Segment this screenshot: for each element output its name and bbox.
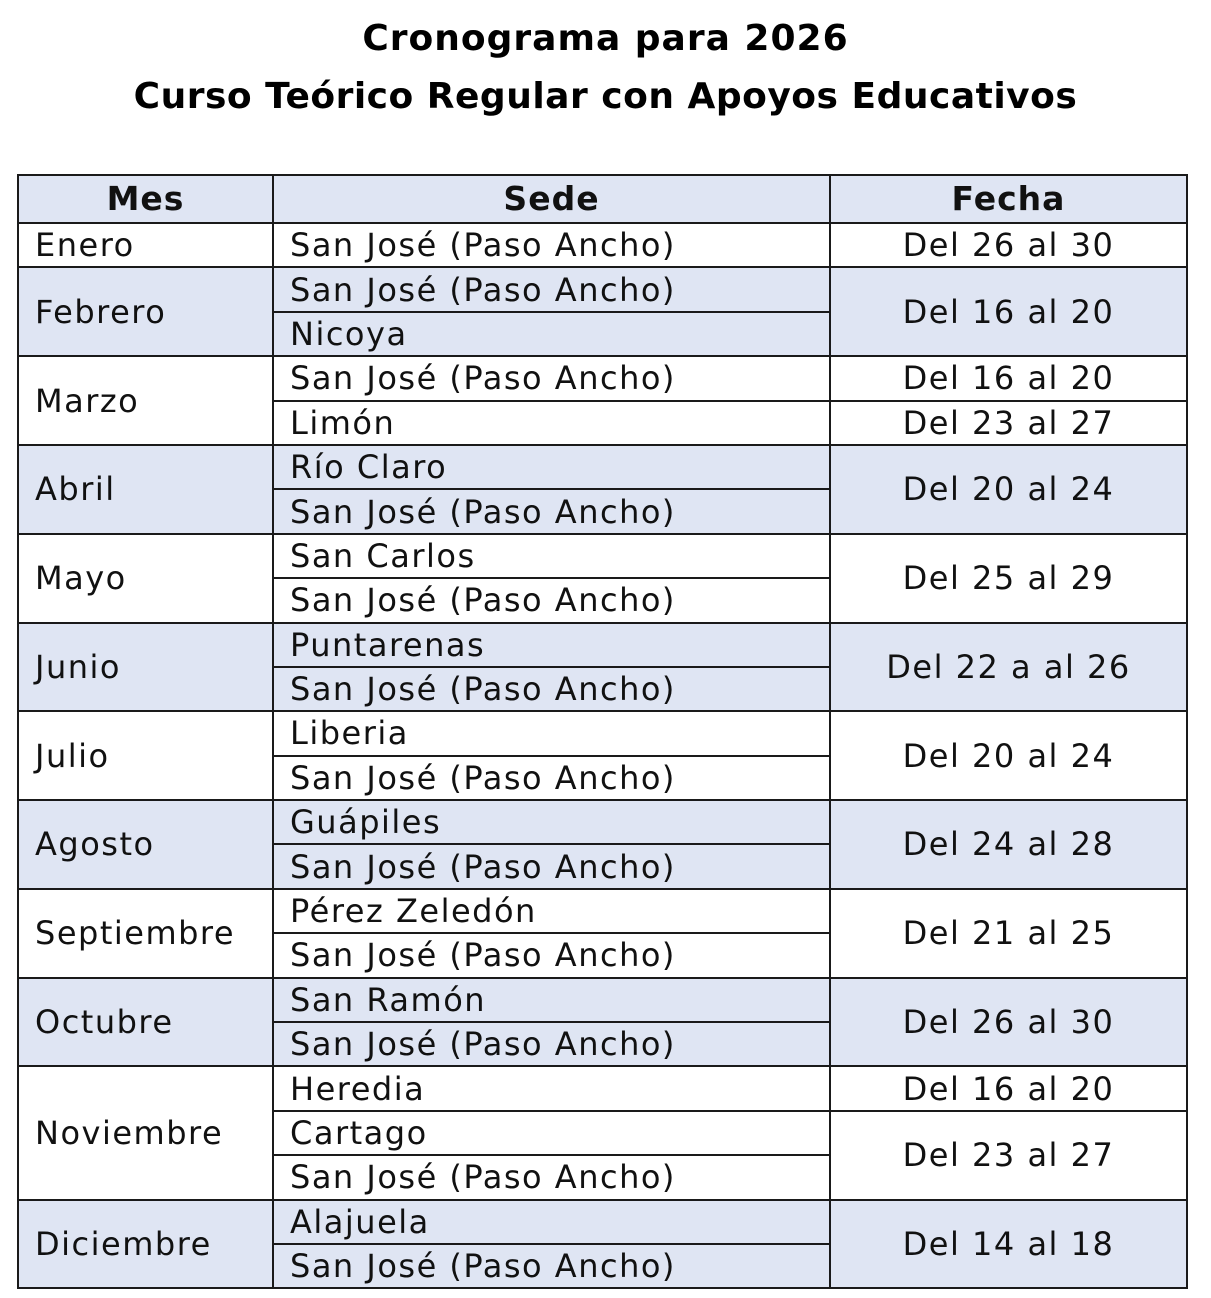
mes-cell: Marzo [18, 356, 273, 445]
sede-cell: San José (Paso Ancho) [273, 267, 830, 311]
fecha-cell: Del 25 al 29 [830, 534, 1187, 623]
table-row [18, 1200, 1187, 1244]
fecha-cell: Del 20 al 24 [830, 711, 1187, 800]
fecha-cell: Del 26 al 30 [830, 978, 1187, 1067]
sede-cell: San José (Paso Ancho) [273, 489, 830, 533]
sede-cell: Nicoya [273, 312, 830, 356]
sede-cell: San José (Paso Ancho) [273, 1022, 830, 1066]
header-fecha: Fecha [830, 175, 1187, 223]
mes-cell: Enero [18, 223, 273, 267]
fecha-cell: Del 23 al 27 [830, 401, 1187, 445]
fecha-cell: Del 14 al 18 [830, 1200, 1187, 1289]
fecha-cell: Del 26 al 30 [830, 223, 1187, 267]
sede-cell: Río Claro [273, 445, 830, 489]
fecha-cell: Del 23 al 27 [830, 1111, 1187, 1200]
table-row [18, 889, 1187, 933]
header-mes: Mes [18, 175, 273, 223]
mes-cell: Septiembre [18, 889, 273, 978]
sede-cell: San Ramón [273, 978, 830, 1022]
table-row [18, 445, 1187, 489]
sede-cell: Limón [273, 401, 830, 445]
mes-cell: Diciembre [18, 1200, 273, 1289]
sede-cell: San José (Paso Ancho) [273, 223, 830, 267]
mes-cell: Noviembre [18, 1066, 273, 1199]
mes-cell: Abril [18, 445, 273, 534]
sede-cell: Guápiles [273, 800, 830, 844]
header-row [18, 175, 1187, 223]
mes-cell: Octubre [18, 978, 273, 1067]
header-sede: Sede [273, 175, 830, 223]
table-row [18, 267, 1187, 311]
sede-cell: Liberia [273, 711, 830, 755]
mes-cell: Junio [18, 623, 273, 712]
sede-cell: San Carlos [273, 534, 830, 578]
table-row [18, 623, 1187, 667]
fecha-cell: Del 16 al 20 [830, 267, 1187, 356]
fecha-cell: Del 21 al 25 [830, 889, 1187, 978]
fecha-cell: Del 20 al 24 [830, 445, 1187, 534]
mes-cell: Mayo [18, 534, 273, 623]
sede-cell: Pérez Zeledón [273, 889, 830, 933]
mes-cell: Julio [18, 711, 273, 800]
document-subtitle: Curso Teórico Regular con Apoyos Educativos [133, 76, 1078, 117]
fecha-cell: Del 16 al 20 [830, 1066, 1187, 1110]
mes-cell: Febrero [18, 267, 273, 356]
sede-cell: San José (Paso Ancho) [273, 844, 830, 888]
schedule-table [17, 174, 1188, 1289]
table-row [18, 534, 1187, 578]
sede-cell: San José (Paso Ancho) [273, 933, 830, 977]
table-row [18, 978, 1187, 1022]
sede-cell: San José (Paso Ancho) [273, 356, 830, 400]
sede-cell: Cartago [273, 1111, 830, 1155]
fecha-cell: Del 24 al 28 [830, 800, 1187, 889]
sede-cell: San José (Paso Ancho) [273, 1244, 830, 1288]
sede-cell: San José (Paso Ancho) [273, 667, 830, 711]
sede-cell: San José (Paso Ancho) [273, 578, 830, 622]
sede-cell: Heredia [273, 1066, 830, 1110]
fecha-cell: Del 22 a al 26 [830, 623, 1187, 712]
table-row [18, 223, 1187, 267]
sede-cell: Alajuela [273, 1200, 830, 1244]
sede-cell: San José (Paso Ancho) [273, 756, 830, 800]
table-row [18, 356, 1187, 400]
table-row [18, 1066, 1187, 1110]
mes-cell: Agosto [18, 800, 273, 889]
fecha-cell: Del 16 al 20 [830, 356, 1187, 400]
document-title: Cronograma para 2026 [362, 18, 849, 59]
table-row [18, 711, 1187, 755]
table-row [18, 800, 1187, 844]
sede-cell: Puntarenas [273, 623, 830, 667]
sede-cell: San José (Paso Ancho) [273, 1155, 830, 1199]
